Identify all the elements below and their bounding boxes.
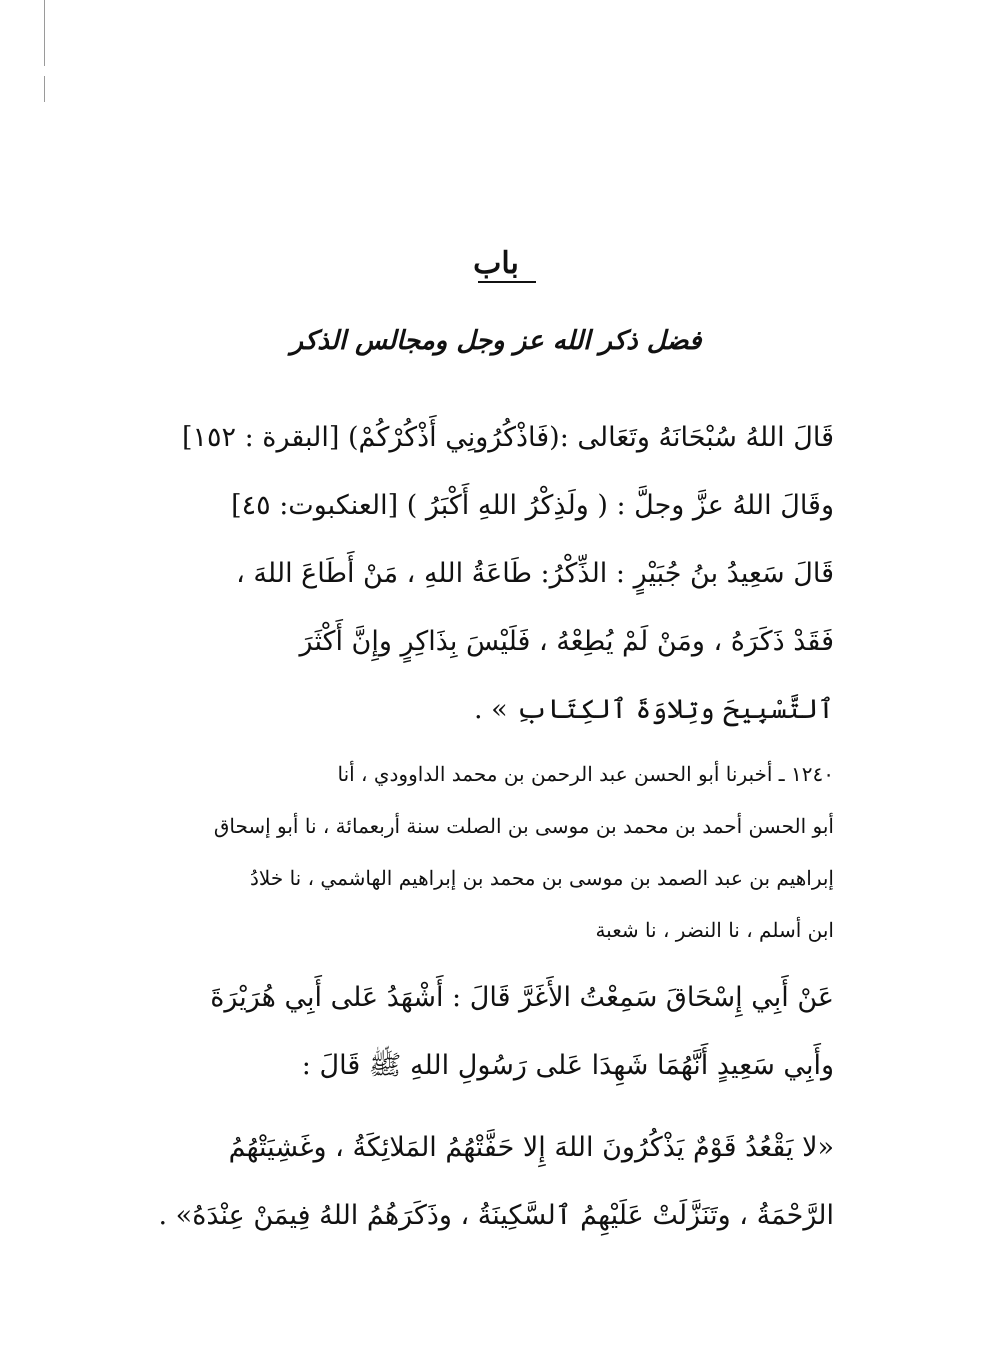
chapter-heading: باب — [473, 246, 519, 281]
chapter-heading-underline — [478, 281, 536, 283]
isnad-paragraph — [158, 748, 834, 956]
isnad-line: ١٢٤٠ ـ أخبرنا أبو الحسن عبد الرحمن بن محمد الداوودي ، أنا — [337, 762, 834, 786]
intro-line: وقَالَ اللهُ عزَّ وجلَّ : ( ولَذِكْرُ اللهِ أَكْبَرُ ) [العنكبوت: ٤٥] — [231, 490, 834, 521]
intro-line: قَالَ سَعِيدُ بنُ جُبَيْرٍ : الذِّكْرُ: طَاعَةُ اللهِ ، مَنْ أَطَاعَ اللهَ ، — [236, 558, 834, 589]
isnad-line: أبو الحسن أحمد بن محمد بن موسى بن الصلت سنة أربعمائة ، نا أبو إسحاق — [213, 814, 834, 838]
hadith-text-line: الرَّحْمَةُ ، وتَنَزَّلَتْ عَلَيْهِمُ ٱلسَّكِينَةُ ، وذَكَرَهُمُ اللهُ فِيمَنْ عِنْدَهُ» . — [158, 1200, 834, 1231]
hadith-text-paragraph — [158, 1114, 834, 1250]
intro-paragraph — [158, 404, 834, 744]
isnad-line: إبراهيم بن عبد الصمد بن موسى بن محمد بن إبراهيم الهاشمي ، نا خلادُ — [250, 866, 834, 890]
intro-line: ٱلتَّسْبِيحَ وتِلاوَةَ ٱلكِتَابِ » . — [473, 694, 834, 725]
hadith-text-line: «لا يَقْعُدُ قَوْمٌ يَذْكُرُونَ اللهَ إِلا حَفَّتْهُمُ المَلائِكَةُ ، وغَشِيَتْهُمُ — [228, 1132, 834, 1163]
hadith-intro-line: عَنْ أَبِي إِسْحَاقَ سَمِعْتُ الأَغَرَّ قَالَ : أَشْهَدُ عَلى أَبِي هُرَيْرَةَ — [210, 982, 834, 1013]
margin-rule-top — [44, 0, 45, 66]
intro-line: قَالَ اللهُ سُبْحَانَهُ وتَعَالى :(فَاذْكُرُونِي أَذْكُرْكُمْ) [البقرة : ١٥٢] — [181, 422, 834, 453]
section-title: فضل ذكر الله عز وجل ومجالس الذكر — [290, 326, 702, 356]
hadith-intro-line: وأَبِي سَعِيدٍ أَنَّهُمَا شَهِدَا عَلى رَسُولِ اللهِ ﷺ قَالَ : — [301, 1050, 834, 1081]
isnad-line: ابن أسلم ، نا النضر ، نا شعبة — [595, 918, 834, 942]
intro-line: فَقَدْ ذَكَرَهُ ، ومَنْ لَمْ يُطِعْهُ ، فَلَيْسَ بِذَاكِرٍ وإِنَّ أَكْثَرَ — [299, 626, 834, 657]
margin-rule-lower — [44, 76, 45, 102]
hadith-intro-paragraph — [158, 964, 834, 1100]
